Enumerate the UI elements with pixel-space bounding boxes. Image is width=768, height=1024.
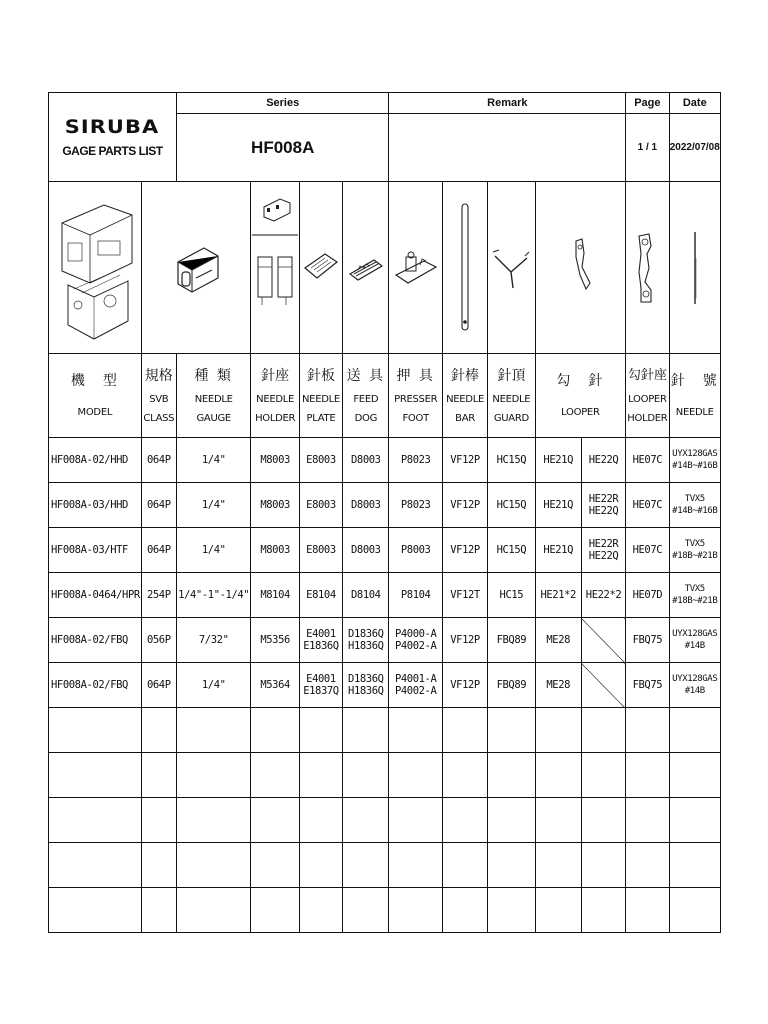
looper2-cell-line: HE22*2 [585, 589, 622, 601]
plate-cell [299, 618, 342, 663]
foot-cell-line: P4002-A [394, 685, 437, 697]
blank-cell [176, 708, 251, 753]
remark-value [389, 114, 626, 182]
gauge-cell: 1/4" [176, 528, 251, 573]
col-class-en2: CLASS [143, 412, 175, 424]
blank-cell [442, 888, 487, 933]
needle-bar-drawing [442, 182, 487, 354]
presser-foot-drawing [389, 182, 442, 354]
blank-cell [535, 708, 581, 753]
blank-cell [535, 888, 581, 933]
gauge-cell: 1/4" [176, 663, 251, 708]
needle-cell-line: UYX128GAS [672, 674, 718, 684]
needle-plate-icon [301, 248, 341, 288]
blank-cell [251, 753, 299, 798]
blank-cell [488, 753, 535, 798]
col-plate-en1: NEEDLE [302, 393, 340, 405]
looper1-cell [535, 618, 581, 663]
holder-cell: M8003 [251, 438, 299, 483]
col-looper-en: LOOPER [561, 407, 600, 418]
blank-cell [389, 798, 442, 843]
looper-holder-cell: HE07C [626, 528, 669, 573]
feed-cell [343, 618, 389, 663]
blank-cell [535, 843, 581, 888]
needle-gauge-drawing [141, 182, 251, 354]
feed-cell-line: D1836Q [348, 673, 384, 685]
brand-block [49, 93, 177, 182]
page-label: Page [626, 93, 669, 114]
col-foot-zh: 押 具 [396, 367, 435, 384]
needle-cell-line: #18B~#21B [672, 596, 718, 606]
looper1-cell [535, 573, 581, 618]
plate-cell [299, 438, 342, 483]
needle-drawing [669, 182, 720, 354]
looper2-cell-line: HE22Q [588, 550, 619, 562]
blank-cell [669, 708, 720, 753]
table-row [49, 483, 721, 528]
foot-cell [389, 663, 442, 708]
plate-cell [299, 528, 342, 573]
looper2-cell [581, 573, 625, 618]
blank-cell [669, 843, 720, 888]
blank-cell [488, 798, 535, 843]
looper2-cell-line: HE22R [588, 538, 619, 550]
brand-logo: SIRUBA [65, 116, 160, 138]
guard-cell: FBQ89 [488, 663, 535, 708]
foot-cell-line: P4001-A [394, 673, 437, 685]
blank-cell [626, 798, 669, 843]
series-value: HF008A [176, 114, 389, 182]
looper1-cell [535, 528, 581, 573]
looper-holder-cell: FBQ75 [626, 663, 669, 708]
gauge-cell: 1/4" [176, 438, 251, 483]
feed-cell-line: H1836Q [348, 640, 384, 652]
col-looper-holder-en2: HOLDER [627, 412, 668, 424]
blank-cell [626, 708, 669, 753]
blank-cell [49, 798, 142, 843]
plate-cell-line: E1837Q [303, 685, 339, 697]
blank-cell [442, 798, 487, 843]
blank-cell [343, 843, 389, 888]
foot-cell [389, 618, 442, 663]
model-cell: HF008A-02/FBQ [49, 618, 142, 663]
plate-cell-line: E8003 [306, 454, 336, 466]
blank-cell [299, 753, 342, 798]
holder-cell: M8003 [251, 528, 299, 573]
looper1-cell-line: HE21Q [543, 544, 574, 556]
class-cell: 056P [141, 618, 176, 663]
looper-holder-cell: HE07C [626, 438, 669, 483]
col-needle-en: NEEDLE [675, 407, 714, 418]
foot-cell-line: P8104 [400, 589, 431, 601]
holder-cell: M8003 [251, 483, 299, 528]
col-plate [299, 354, 342, 438]
class-cell: 254P [141, 573, 176, 618]
feed-cell [343, 573, 389, 618]
guard-cell: HC15Q [488, 483, 535, 528]
looper-holder-cell: FBQ75 [626, 618, 669, 663]
foot-cell [389, 573, 442, 618]
looper1-cell [535, 438, 581, 483]
col-class-zh: 規格 [144, 367, 173, 384]
col-gauge [176, 354, 251, 438]
bar-cell: VF12P [442, 618, 487, 663]
needle-cell-line: UYX128GAS [672, 449, 718, 459]
looper2-cell [581, 663, 625, 708]
needle-guard-icon [489, 238, 533, 298]
blank-cell [251, 798, 299, 843]
series-label: Series [176, 93, 389, 114]
blank-cell [141, 708, 176, 753]
blank-cell [141, 798, 176, 843]
blank-cell [442, 753, 487, 798]
needle-bar-icon [455, 198, 475, 338]
needle-guard-drawing [488, 182, 535, 354]
foot-cell [389, 438, 442, 483]
looper1-cell [535, 663, 581, 708]
foot-cell-line: P8023 [400, 454, 431, 466]
blank-cell [251, 888, 299, 933]
class-cell: 064P [141, 438, 176, 483]
col-model [49, 354, 142, 438]
col-bar-zh: 針棒 [451, 367, 480, 384]
blank-cell [389, 843, 442, 888]
blank-cell [299, 843, 342, 888]
foot-cell-line: P4000-A [394, 628, 437, 640]
col-guard-zh: 針頂 [497, 367, 526, 384]
guard-cell: HC15Q [488, 528, 535, 573]
col-foot [389, 354, 442, 438]
feed-cell [343, 483, 389, 528]
blank-cell [581, 798, 625, 843]
col-gauge-en1: NEEDLE [194, 393, 233, 405]
blank-cell [176, 843, 251, 888]
class-cell: 064P [141, 483, 176, 528]
col-looper-holder-zh: 勾針座 [627, 367, 667, 383]
looper2-cell-line: HE22Q [588, 505, 619, 517]
blank-cell [141, 888, 176, 933]
needle-holder-icon [252, 183, 298, 353]
col-needle-zh: 針 號 [670, 373, 719, 389]
col-class [141, 354, 176, 438]
feed-cell-line: D8003 [351, 499, 381, 511]
col-foot-en1: PRESSER [394, 393, 438, 405]
model-cell: HF008A-03/HTF [49, 528, 142, 573]
blank-cell [669, 888, 720, 933]
blank-row [49, 753, 721, 798]
holder-cell: M8104 [251, 573, 299, 618]
col-holder-zh: 針座 [261, 367, 290, 384]
col-looper-zh: 勾 針 [556, 373, 605, 389]
blank-cell [343, 888, 389, 933]
blank-cell [535, 753, 581, 798]
blank-cell [49, 708, 142, 753]
gauge-cell: 7/32" [176, 618, 251, 663]
blank-row [49, 798, 721, 843]
blank-cell [343, 753, 389, 798]
col-feed [343, 354, 389, 438]
blank-cell [626, 888, 669, 933]
looper2-cell [581, 618, 625, 663]
col-foot-en2: FOOT [402, 412, 429, 424]
col-needle [669, 354, 720, 438]
blank-cell [389, 888, 442, 933]
col-bar-en1: NEEDLE [446, 393, 484, 405]
blank-cell [49, 843, 142, 888]
bar-cell: VF12P [442, 483, 487, 528]
gauge-cell: 1/4"-1"-1/4" [176, 573, 251, 618]
looper1-cell-line: ME28 [546, 634, 571, 646]
col-feed-zh: 送 具 [346, 367, 386, 384]
presser-foot-icon [392, 243, 440, 293]
feed-dog-icon [346, 248, 386, 288]
col-plate-zh: 針板 [306, 367, 335, 384]
blank-cell [389, 753, 442, 798]
guard-cell: FBQ89 [488, 618, 535, 663]
plate-cell-line: E4001 [306, 673, 336, 685]
table-row [49, 618, 721, 663]
table-row [49, 528, 721, 573]
data-rows [49, 438, 721, 933]
col-class-en1: SVB [149, 393, 169, 405]
plate-cell-line: E4001 [306, 628, 336, 640]
page-value: 1 / 1 [626, 114, 669, 182]
col-holder [251, 354, 299, 438]
blank-cell [626, 753, 669, 798]
class-cell: 064P [141, 528, 176, 573]
needle-plate-drawing [299, 182, 342, 354]
blank-cell [343, 708, 389, 753]
col-gauge-en2: GAUGE [196, 412, 231, 424]
needle-holder-drawing [251, 182, 299, 354]
col-looper [535, 354, 626, 438]
guard-cell: HC15Q [488, 438, 535, 483]
col-looper-holder [626, 354, 669, 438]
needle-cell-line: #14B [684, 686, 705, 696]
blank-cell [299, 708, 342, 753]
plate-cell-line: E8003 [306, 499, 336, 511]
blank-cell [626, 843, 669, 888]
feed-cell-line: D8104 [351, 589, 381, 601]
col-plate-en2: PLATE [306, 412, 336, 424]
needle-cell [669, 528, 720, 573]
feed-dog-drawing [343, 182, 389, 354]
looper-icon [560, 233, 600, 303]
needle-cell-line: TVX5 [684, 494, 705, 504]
blank-row [49, 708, 721, 753]
needle-cell-line: TVX5 [684, 539, 705, 549]
col-model-en: MODEL [77, 407, 113, 418]
blank-cell [535, 798, 581, 843]
plate-cell-line: E1836Q [303, 640, 339, 652]
blank-cell [49, 888, 142, 933]
foot-cell [389, 528, 442, 573]
plate-cell [299, 483, 342, 528]
blank-cell [141, 753, 176, 798]
foot-cell-line: P4002-A [394, 640, 437, 652]
blank-cell [389, 708, 442, 753]
col-guard [488, 354, 535, 438]
sheet-subtitle: GAGE PARTS LIST [62, 144, 163, 158]
needle-gauge-icon [156, 218, 236, 318]
feed-cell-line: D1836Q [348, 628, 384, 640]
looper2-cell-line: HE22Q [588, 454, 619, 466]
feed-cell [343, 438, 389, 483]
col-guard-en1: NEEDLE [492, 393, 531, 405]
col-holder-en1: NEEDLE [256, 393, 295, 405]
looper-holder-cell: HE07D [626, 573, 669, 618]
table-row [49, 573, 721, 618]
needle-cell-line: TVX5 [684, 584, 705, 594]
foot-cell [389, 483, 442, 528]
model-cell: HF008A-03/HHD [49, 483, 142, 528]
blank-row [49, 843, 721, 888]
blank-cell [343, 798, 389, 843]
plate-cell-line: E8003 [306, 544, 336, 556]
needle-cell-line: #18B~#21B [672, 551, 718, 561]
col-holder-en2: HOLDER [255, 412, 296, 424]
col-looper-holder-en1: LOOPER [628, 393, 667, 405]
blank-cell [141, 843, 176, 888]
needle-cell [669, 483, 720, 528]
feed-cell-line: D8003 [351, 454, 381, 466]
bar-cell: VF12P [442, 438, 487, 483]
blank-cell [299, 888, 342, 933]
foot-cell-line: P8023 [400, 499, 431, 511]
feed-cell [343, 528, 389, 573]
remark-label: Remark [389, 93, 626, 114]
feed-cell-line: D8003 [351, 544, 381, 556]
looper1-cell-line: HE21*2 [540, 589, 576, 601]
needle-cell-line: #14B~#16B [672, 461, 718, 471]
needle-cell [669, 618, 720, 663]
looper2-cell [581, 528, 625, 573]
blank-cell [251, 708, 299, 753]
model-cell: HF008A-02/HHD [49, 438, 142, 483]
needle-cell-line: UYX128GAS [672, 629, 718, 639]
model-cell: HF008A-02/FBQ [49, 663, 142, 708]
plate-cell [299, 573, 342, 618]
gage-parts-table [48, 92, 721, 933]
blank-cell [581, 708, 625, 753]
col-model-zh: 機 型 [70, 373, 119, 389]
needle-cell [669, 438, 720, 483]
col-bar-en2: BAR [455, 412, 475, 424]
needle-cell-line: #14B~#16B [672, 506, 718, 516]
table-row [49, 663, 721, 708]
looper1-cell [535, 483, 581, 528]
guard-cell: HC15 [488, 573, 535, 618]
blank-cell [581, 843, 625, 888]
looper-holder-cell: HE07C [626, 483, 669, 528]
looper1-cell-line: ME28 [546, 679, 571, 691]
holder-cell: M5356 [251, 618, 299, 663]
looper2-cell [581, 438, 625, 483]
plate-cell [299, 663, 342, 708]
plate-cell-line: E8104 [306, 589, 336, 601]
needle-icon [687, 228, 703, 308]
looper2-cell [581, 483, 625, 528]
gauge-cell: 1/4" [176, 483, 251, 528]
looper-drawing [535, 182, 626, 354]
class-cell: 064P [141, 663, 176, 708]
blank-cell [251, 843, 299, 888]
table-row [49, 438, 721, 483]
machine-drawing [49, 182, 142, 354]
blank-cell [488, 843, 535, 888]
needle-cell-line: #14B [684, 641, 705, 651]
col-guard-en2: GUARD [493, 412, 529, 424]
blank-cell [299, 798, 342, 843]
col-feed-en2: DOG [354, 412, 378, 424]
looper-holder-icon [629, 228, 665, 308]
machine-icon [54, 193, 136, 343]
feed-cell [343, 663, 389, 708]
looper2-cell-line: HE22R [588, 493, 619, 505]
col-feed-en1: FEED [353, 393, 379, 405]
needle-cell [669, 663, 720, 708]
blank-cell [581, 888, 625, 933]
column-header-row [49, 354, 721, 438]
date-value: 2022/07/08 [669, 114, 720, 182]
blank-cell [581, 753, 625, 798]
blank-cell [49, 753, 142, 798]
date-label: Date [669, 93, 720, 114]
blank-cell [442, 708, 487, 753]
looper1-cell-line: HE21Q [543, 454, 574, 466]
blank-cell [488, 888, 535, 933]
blank-cell [176, 888, 251, 933]
bar-cell: VF12P [442, 528, 487, 573]
col-gauge-zh: 種 類 [194, 367, 233, 384]
bar-cell: VF12P [442, 663, 487, 708]
looper1-cell-line: HE21Q [543, 499, 574, 511]
needle-cell [669, 573, 720, 618]
looper-holder-drawing [626, 182, 669, 354]
feed-cell-line: H1836Q [348, 685, 384, 697]
bar-cell: VF12T [442, 573, 487, 618]
blank-cell [669, 753, 720, 798]
foot-cell-line: P8003 [400, 544, 431, 556]
blank-cell [176, 753, 251, 798]
blank-row [49, 888, 721, 933]
model-cell: HF008A-0464/HPR [49, 573, 142, 618]
blank-cell [488, 708, 535, 753]
holder-cell: M5364 [251, 663, 299, 708]
col-bar [442, 354, 487, 438]
blank-cell [176, 798, 251, 843]
blank-cell [669, 798, 720, 843]
blank-cell [442, 843, 487, 888]
